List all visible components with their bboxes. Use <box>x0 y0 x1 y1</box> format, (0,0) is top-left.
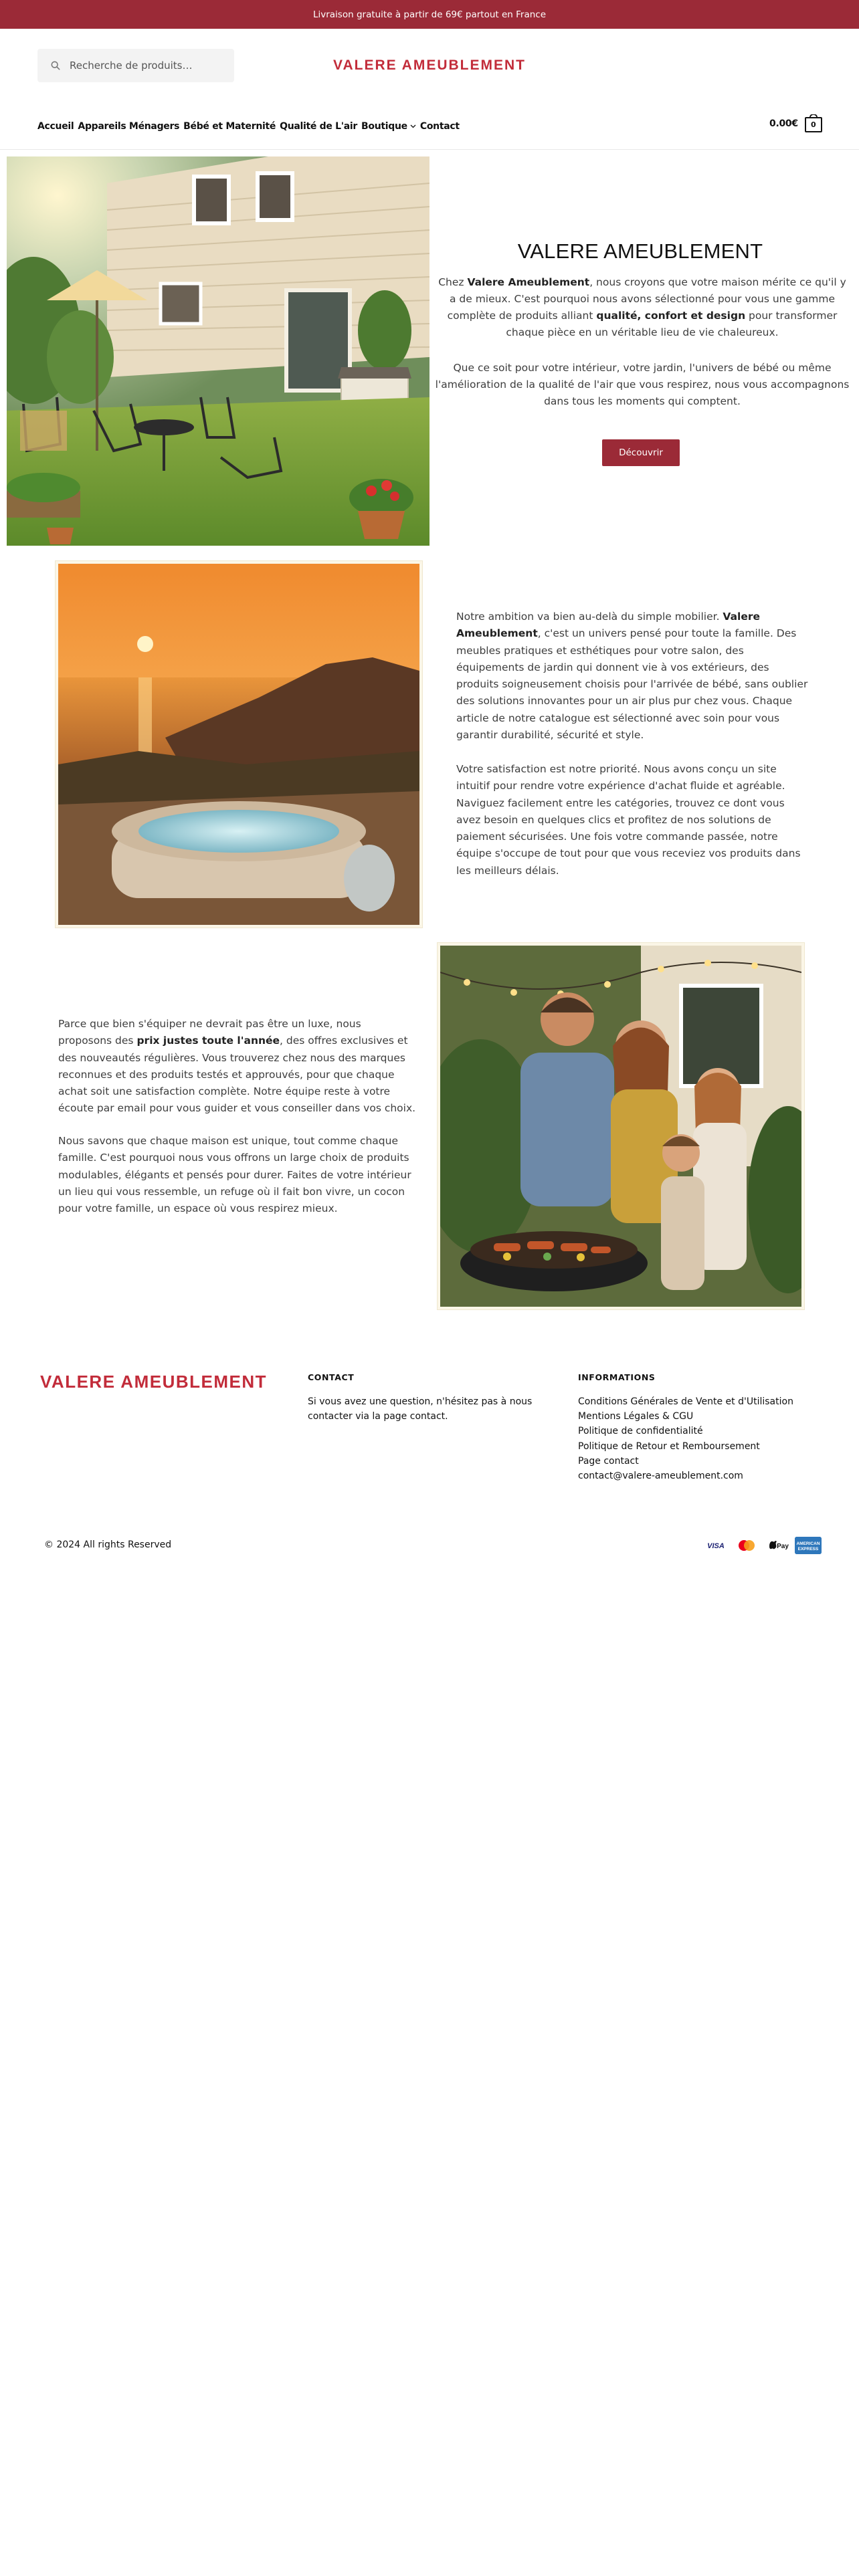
discover-button[interactable]: Découvrir <box>602 439 680 466</box>
footer-contact-text: Si vous avez une question, n'hésitez pas à nous contacter via la page contact. <box>308 1396 533 1422</box>
svg-text:Pay: Pay <box>777 1543 789 1550</box>
cart-bag-icon[interactable] <box>805 114 822 133</box>
nav-item-boutique-label[interactable]: Boutique <box>361 121 407 132</box>
main-nav <box>37 119 460 134</box>
hero-title: VALERE AMEUBLEMENT <box>517 239 763 263</box>
chevron-down-icon <box>410 124 416 128</box>
section2-paragraph-2: Votre satisfaction est notre priorité. Nous avons conçu un site intuitif pour rendre votre expérience d'achat fluide et agréable. Naviguez facilement entre les catégories, trouvez ce dont vous avez besoin en quelques clics et profitez de nos solutions de paiement sécurisées. Une fois votre commande passée, notre équipe s'occupe de tout pour que vous receviez vos produits dans les meilleurs délais. <box>456 763 801 877</box>
family-barbecue-image <box>440 946 801 1307</box>
svg-text:VISA: VISA <box>707 1542 725 1550</box>
nav-item-qualite-air[interactable]: Qualité de L'air <box>280 121 358 132</box>
payment-methods <box>702 1537 822 1554</box>
announcement-text: Livraison gratuite à partir de 69€ partout en France <box>312 9 547 20</box>
footer-link-retour[interactable]: Politique de Retour et Remboursement <box>578 1440 760 1452</box>
amex-icon <box>795 1537 822 1554</box>
search-bar[interactable] <box>37 49 234 82</box>
svg-text:VALERE AMEUBLEMENT: VALERE AMEUBLEMENT <box>40 1372 267 1392</box>
svg-text:VALERE AMEUBLEMENT: VALERE AMEUBLEMENT <box>333 58 526 73</box>
footer-brand-logo[interactable] <box>40 1371 278 1392</box>
nav-item-appareils-menagers[interactable]: Appareils Ménagers <box>78 121 180 132</box>
nav-item-accueil[interactable]: Accueil <box>37 121 74 132</box>
section3-paragraph-2: Nous savons que chaque maison est unique, tout comme chaque famille. C'est pourquoi nous vous offrons un large choix de produits modulables, élégants et pensés pour durer. Faites de votre intérieur un lieu qui vous ressemble, un refuge où il fait bon vivre, un cocon pour votre famille, un espace où vous respirez mieux. <box>58 1135 411 1215</box>
spa-sunset-image <box>58 564 419 925</box>
section2-paragraph-1: Notre ambition va bien au-delà du simple mobilier. Valere Ameublement, c'est un univers pensé pour toute la famille. Des meubles pratiques et esthétiques pour votre salon, des équipements de jardin qui donnent vie à vos extérieurs, des produits soigneusement choisis pour l'arrivée de bébé, sans oublier des solutions innovantes pour un air plus pur chez vous. Chaque article de notre catalogue est sélectionné avec soin pour vous garantir durabilité, sécurité et style. <box>456 611 808 742</box>
cart-count: 0 <box>805 117 822 132</box>
svg-text:EXPRESS: EXPRESS <box>797 1547 819 1551</box>
nav-item-bebe-maternite[interactable]: Bébé et Maternité <box>183 121 276 132</box>
apple-pay-icon <box>764 1537 791 1554</box>
footer-link-contact-page[interactable]: Page contact <box>578 1455 639 1467</box>
announcement-bar <box>0 0 859 29</box>
footer-links-list <box>578 1394 793 1483</box>
header-divider <box>0 149 859 150</box>
nav-item-contact[interactable]: Contact <box>419 121 460 132</box>
visa-icon <box>702 1537 729 1554</box>
search-input[interactable] <box>70 60 217 72</box>
footer-link-confidentialite[interactable]: Politique de confidentialité <box>578 1426 703 1437</box>
footer-link-cgv[interactable]: Conditions Générales de Vente et d'Utilisation <box>578 1396 793 1407</box>
section3-paragraph-1: Parce que bien s'équiper ne devrait pas être un luxe, nous proposons des prix justes toute l'année, des offres exclusives et des nouveautés régulières. Vous trouverez chez nous des marques reconnues et des produits testés et approuvés, pour que chaque achat soit une satisfaction complète. Notre équipe reste à votre écoute par email pour vous guider et vous conseiller dans vos choix. <box>58 1018 416 1115</box>
cart-widget[interactable] <box>769 114 822 133</box>
brand-logo[interactable] <box>308 51 551 78</box>
hero-paragraph-1: Chez Valere Ameublement, nous croyons que votre maison mérite ce qu'il y a de mieux. C'est pourquoi nous avons sélectionné pour vous une gamme complète de produits alliant qualité, confort et design pour transformer chaque pièce en un véritable lieu de vie chaleureux. <box>438 276 846 338</box>
hero-paragraph-2: Que ce soit pour votre intérieur, votre jardin, l'univers de bébé ou même l'amélioration de la qualité de l'air que vous respirez, nous vous accompagnons dans tous les moments qui comptent. <box>435 362 850 407</box>
copyright-text: © 2024 All rights Reserved <box>44 1539 172 1550</box>
mastercard-icon <box>733 1537 760 1554</box>
footer-contact-title: CONTACT <box>308 1372 355 1382</box>
cart-total: 0.00€ <box>769 118 798 129</box>
hero-garden-image <box>7 156 430 546</box>
svg-text:AMERICAN: AMERICAN <box>796 1541 820 1546</box>
footer-info-title: INFORMATIONS <box>578 1372 656 1382</box>
footer-link-mentions-legales[interactable]: Mentions Légales & CGU <box>578 1411 694 1422</box>
footer-link-email[interactable]: contact@valere-ameublement.com <box>578 1471 743 1482</box>
search-icon <box>51 61 60 70</box>
nav-item-boutique[interactable] <box>361 121 416 132</box>
